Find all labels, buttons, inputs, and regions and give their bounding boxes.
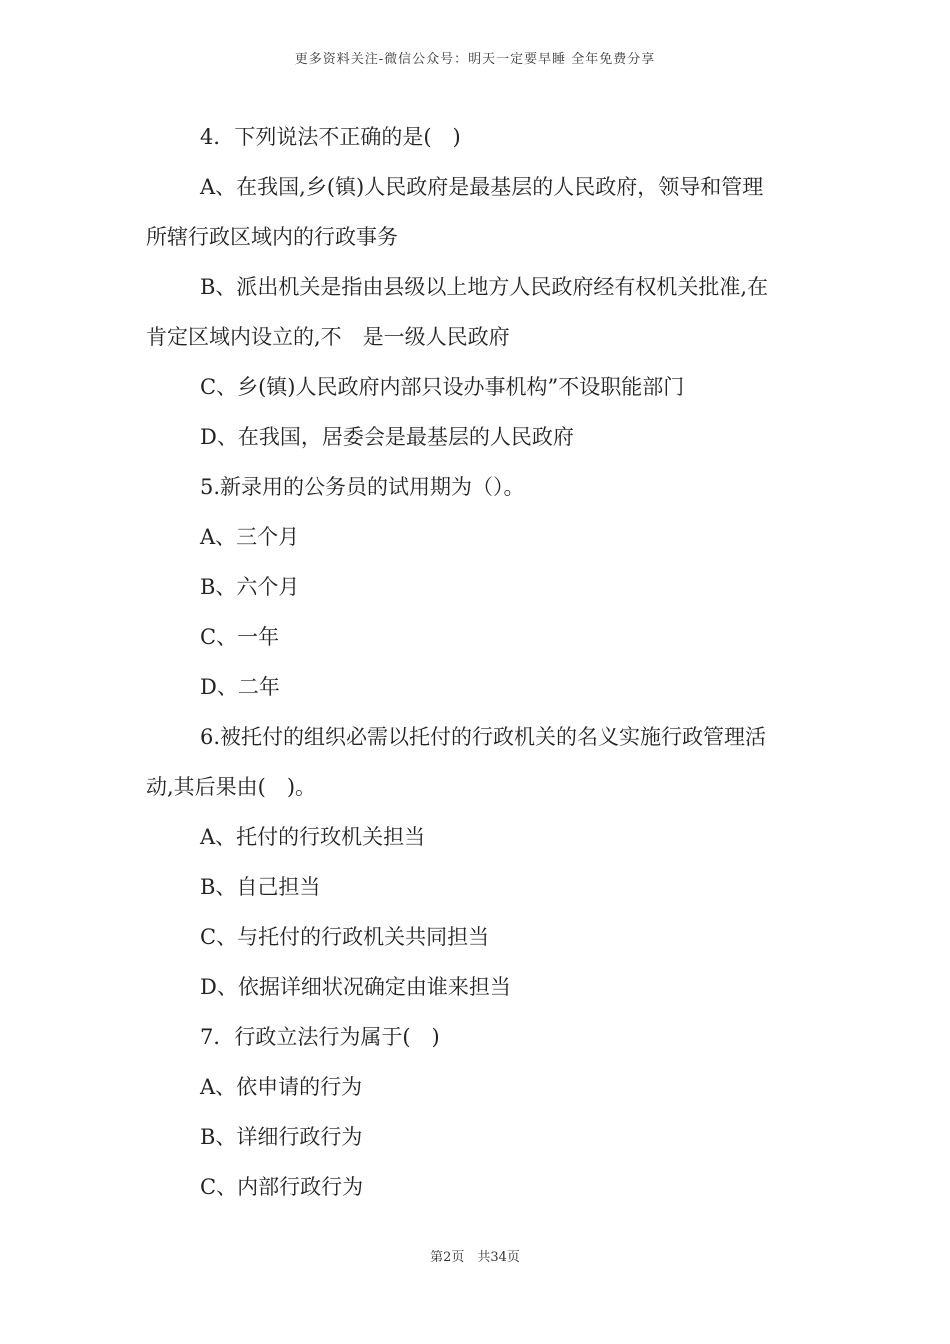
question-4-stem: 4．下列说法不正确的是( ) bbox=[200, 125, 461, 149]
question-6-stem: 6.被托付的组织必需以托付的行政机关的名义实施行政管理活 bbox=[200, 725, 767, 749]
question-4-option-c: C、乡(镇)人民政府内部只设办事机构”不设职能部门 bbox=[200, 375, 685, 399]
question-4-option-d: D、在我国，居委会是最基层的人民政府 bbox=[200, 425, 574, 449]
question-4-option-b-continued: 肯定区域内设立的,不 是一级人民政府 bbox=[146, 325, 510, 349]
question-5-option-d: D、二年 bbox=[200, 675, 280, 699]
question-6-stem-continued: 动,其后果由( )。 bbox=[146, 775, 317, 799]
page-number: 第2页 共34页 bbox=[430, 1250, 520, 1265]
document-body bbox=[146, 112, 810, 1212]
page-header: 更多资料关注-微信公众号：明天一定要早睡 全年免费分享 bbox=[294, 52, 656, 67]
question-6-option-c: C、与托付的行政机关共同担当 bbox=[200, 925, 490, 949]
question-7-stem: 7．行政立法行为属于( ) bbox=[200, 1025, 440, 1049]
question-5-option-c: C、一年 bbox=[200, 625, 280, 649]
question-7-option-b: B、详细行政行为 bbox=[200, 1125, 363, 1149]
question-6-option-b: B、自己担当 bbox=[200, 875, 321, 899]
question-5-option-a: A、三个月 bbox=[200, 525, 300, 549]
question-7-option-c: C、内部行政行为 bbox=[200, 1175, 364, 1199]
question-7-option-a: A、依申请的行为 bbox=[200, 1075, 363, 1099]
question-6-option-d: D、依据详细状况确定由谁来担当 bbox=[200, 975, 511, 999]
question-4-option-a: A、在我国,乡(镇)人民政府是最基层的人民政府，领导和管理 bbox=[200, 175, 764, 199]
question-4-option-b: B、派出机关是指由县级以上地方人民政府经有权机关批准,在 bbox=[200, 275, 769, 299]
question-5-stem: 5.新录用的公务员的试用期为（）。 bbox=[200, 475, 525, 499]
question-5-option-b: B、六个月 bbox=[200, 575, 300, 599]
question-6-option-a: A、托付的行玫机关担当 bbox=[200, 825, 426, 849]
question-4-option-a-continued: 所辖行政区域内的行政事务 bbox=[146, 225, 398, 249]
